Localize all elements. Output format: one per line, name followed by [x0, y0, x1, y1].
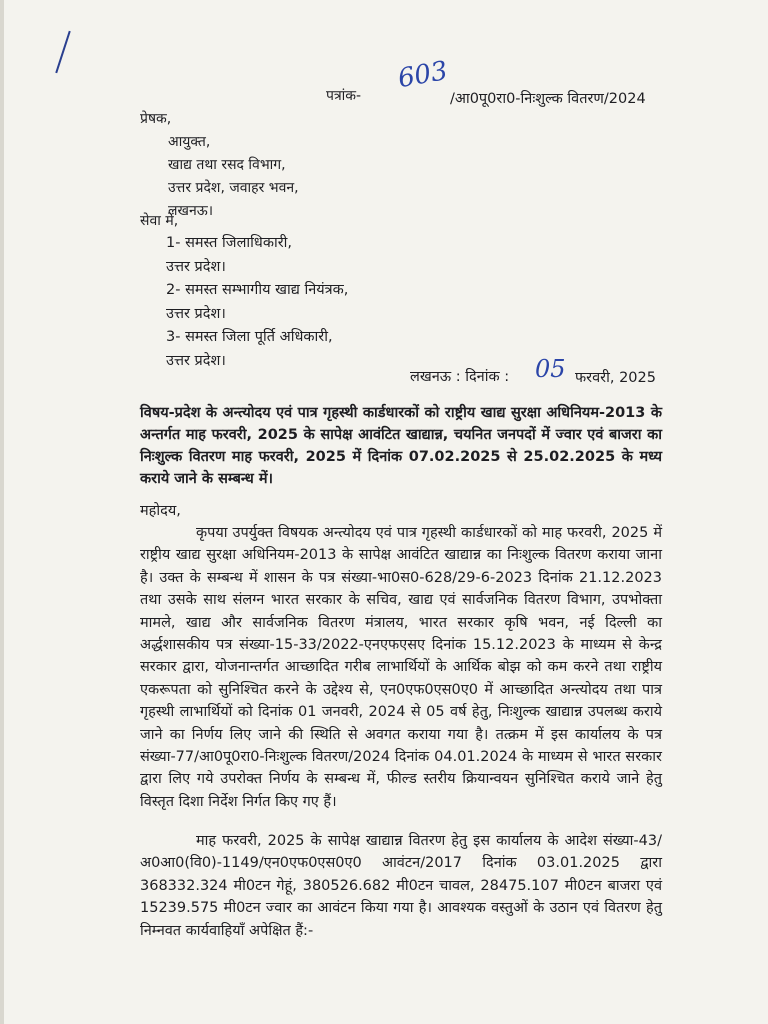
recipient-line: 2- समस्त सम्भागीय खाद्य नियंत्रक,	[166, 282, 349, 298]
recipient-line: 3- समस्त जिला पूर्ति अधिकारी,	[166, 329, 333, 345]
subject-line: विषय-प्रदेश के अन्त्योदय एवं पात्र गृहस्थी कार्डधारकों को राष्ट्रीय खाद्य सुरक्षा अधिनियम-2013 के अन्तर्गत माह फरवरी, 2025 के सापेक्ष आवंटित खाद्यान्न, चयनित जनपदों में ज्वार एवं बाजरा का निःशुल्क वितरण माह फरवरी, 2025 में दिनांक 07.02.2025 से 25.02.2025 के मध्य कराये जाने के सम्बन्ध में।	[140, 405, 662, 487]
recipient-line: उत्तर प्रदेश।	[166, 258, 226, 275]
sender-line: खाद्य तथा रसद विभाग,	[168, 157, 286, 173]
date-prefix: लखनऊ : दिनांक :	[410, 369, 510, 385]
recipient-line: 1- समस्त जिलाधिकारी,	[166, 235, 293, 251]
recipients-label: सेवा में,	[140, 213, 179, 229]
recipients-list	[166, 232, 348, 373]
paragraph-text: कृपया उपर्युक्त विषयक अन्त्योदय एवं पात्र गृहस्थी कार्डधारकों को माह फरवरी, 2025 में राष्ट्रीय खाद्य सुरक्षा अधिनियम-2013 के सापेक्ष आवंटित खाद्यान्न का निःशुल्क वितरण कराया जाना है। उक्त के सम्बन्ध में शासन के पत्र संख्या-भा0स0-628/29-6-2023 दिनांक 21.12.2023 तथा उसके साथ संलग्न भारत सरकार के सचिव, खाद्य एवं सार्वजनिक वितरण विभाग, उपभोक्ता मामले, खाद्य और सार्वजनिक वितरण मंत्रालय, भारत सरकार कृषि भवन, नई दिल्ली का अर्द्धशासकीय पत्र संख्या-15-33/2022-एनएफएसए दिनांक 15.12.2023 के माध्यम से केन्द्र सरकार द्वारा, योजनान्तर्गत आच्छादित गरीब लाभार्थियों के आर्थिक बोझ को कम करने तथा राष्ट्रीय एकरूपता को सुनिश्चित करने के उद्देश्य से, एन0एफ0एस0ए0 में आच्छादित अन्त्योदय तथा पात्र गृहस्थी लाभार्थियों को दिनांक 01 जनवरी, 2024 से 05 वर्ष हेतु, निःशुल्क खाद्यान्न उपलब्ध कराये जाने का निर्णय लिए जाने की स्थिति से अवगत कराया गया है। तत्क्रम में इस कार्यालय के पत्र संख्या-77/आ0पू0रा0-निःशुल्क वितरण/2024 दिनांक 04.01.2024 के माध्यम से भारत सरकार द्वारा लिए गये उपरोक्त निर्णय के सम्बन्ध में, फील्ड स्तरीय क्रियान्वयन सुनिश्चित कराये जाने हेतु विस्तृत दिशा निर्देश निर्गत किए गए हैं।	[140, 525, 662, 810]
salutation: महोदय,	[140, 503, 181, 519]
recipient-line: उत्तर प्रदेश।	[166, 305, 226, 322]
sender-line: आयुक्त,	[168, 134, 211, 150]
body-paragraph-2	[140, 830, 662, 942]
patrank-suffix: /आ0पू0रा0-निःशुल्क वितरण/2024	[450, 91, 646, 107]
patrank-handwritten-number: 603	[395, 55, 450, 95]
body-paragraph-1	[140, 522, 662, 813]
date-suffix: फरवरी, 2025	[575, 370, 656, 386]
paragraph-text: माह फरवरी, 2025 के सापेक्ष खाद्यान्न वितरण हेतु इस कार्यालय के आदेश संख्या-43/अ0आ0(वि0)-1149/एन0एफ0एस0ए0 आवंटन/2017 दिनांक 03.01.2025 द्वारा 368332.324 मी0टन गेहूं, 380526.682 मी0टन चावल, 28475.107 मी0टन बाजरा एवं 15239.575 मी0टन ज्वार का आवंटन किया गया है। आवश्यक वस्तुओं के उठान एवं वितरण हेतु निम्नवत कार्यवाहियाँ अपेक्षित हैं:-	[140, 833, 662, 939]
scan-edge	[0, 0, 4, 1024]
handwritten-slash-mark	[55, 31, 70, 73]
sender-line: लखनऊ।	[168, 203, 214, 219]
sender-block	[140, 108, 299, 223]
date-handwritten-day: 05	[535, 355, 566, 383]
recipient-line: उत्तर प्रदेश।	[166, 352, 226, 369]
patrank-label: पत्रांक-	[326, 88, 362, 104]
sender-label: प्रेषक,	[140, 111, 172, 127]
sender-line: उत्तर प्रदेश, जवाहर भवन,	[168, 180, 299, 196]
